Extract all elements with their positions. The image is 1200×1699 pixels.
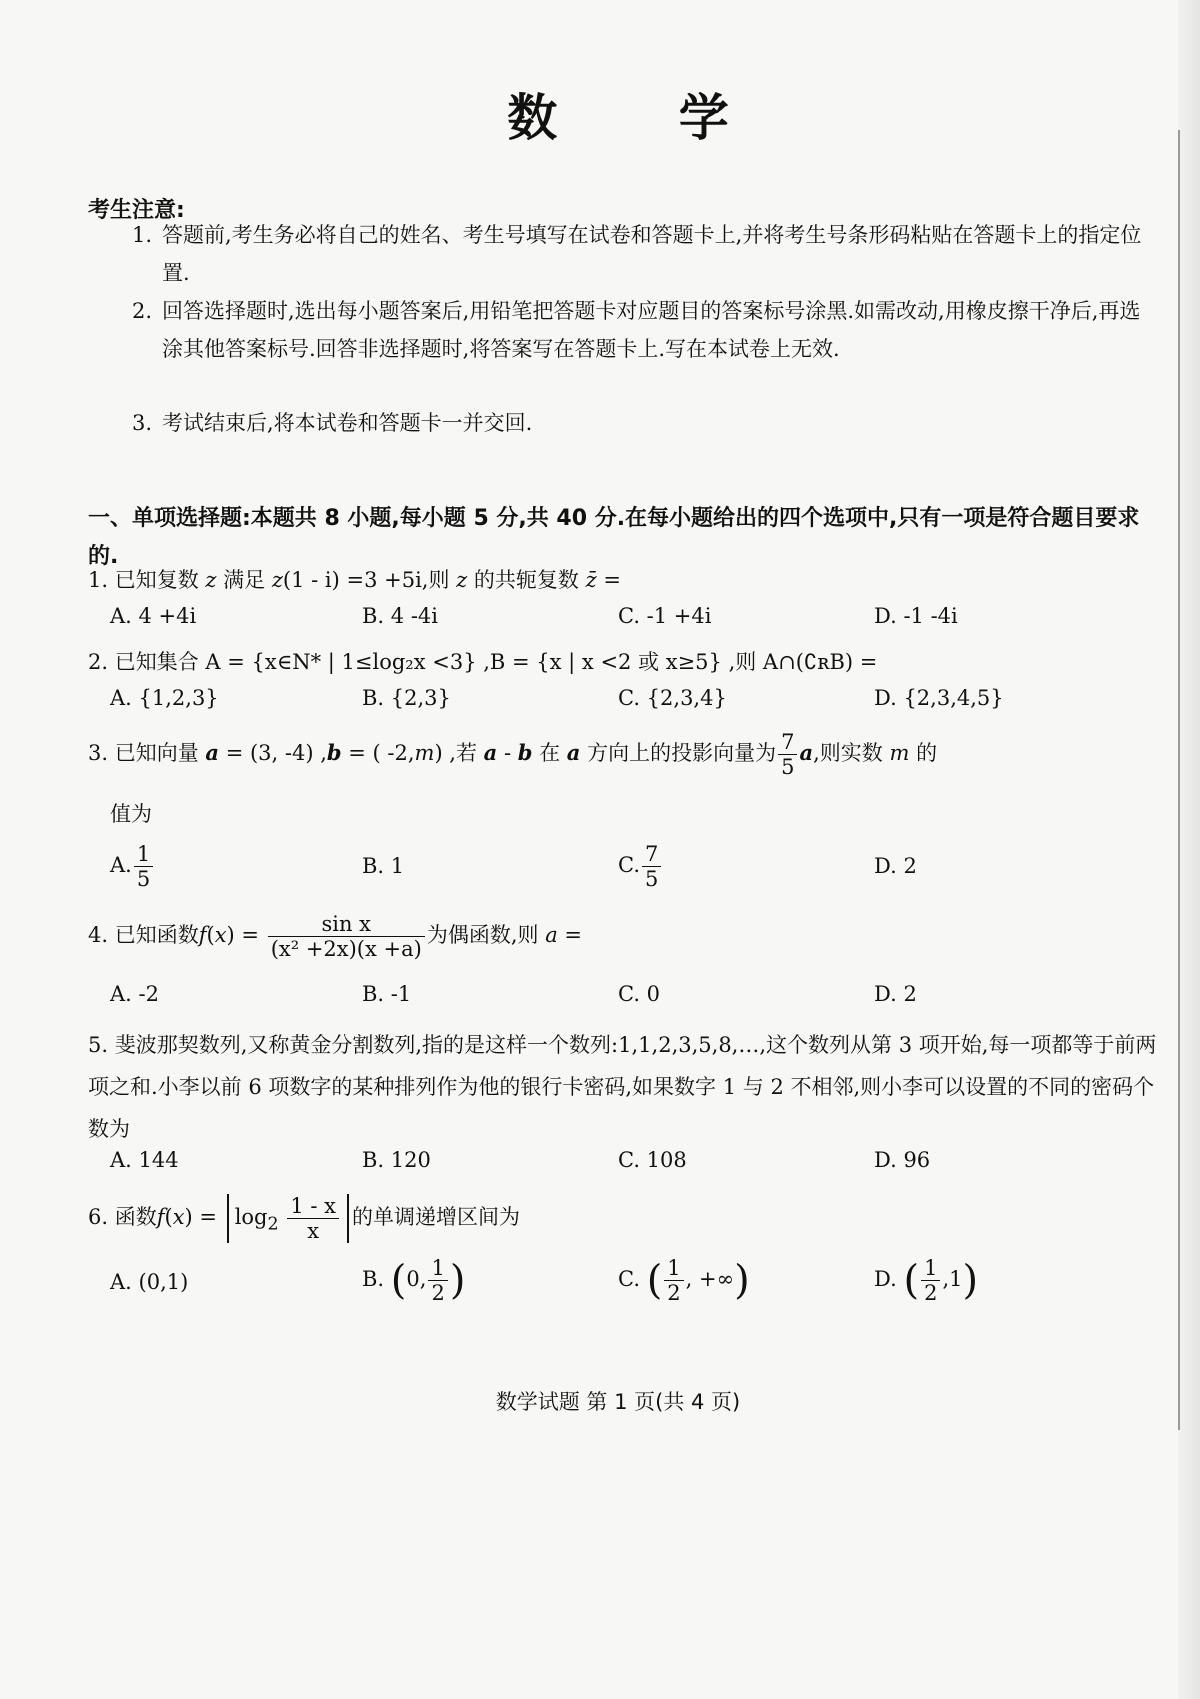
q6-opt-c-label: C. [618, 1267, 640, 1292]
q3-option-d: D. 2 [874, 854, 917, 878]
q3-stem-d: ) ,若 [434, 741, 477, 766]
notice-text: 回答选择题时,选出每小题答案后,用铅笔把答题卡对应题目的答案标号涂黑.如需改动,用橡皮擦干净后,再选涂其他答案标号.回答非选择题时,将答案写在答题卡上.写在本试卷上无效. [162, 299, 1141, 361]
q1-stem-c: (1 - i) =3 +5i,则 [282, 568, 450, 592]
q3-opt-c-den: 5 [645, 867, 659, 892]
notice-text: 答题前,考生务必将自己的姓名、考生号填写在试卷和答题卡上,并将考生号条形码粘贴在答题卡上的指定位置. [162, 223, 1142, 285]
q3-stem-e: 在 [539, 741, 561, 766]
q6-frac-den: x [307, 1219, 320, 1244]
page-footer: 数学试题 第 1 页(共 4 页) [495, 1390, 741, 1414]
q3-stem-g: ,则实数 [813, 741, 883, 766]
q1-option-d: D. -1 -4i [874, 604, 958, 628]
exam-page [88, 0, 1157, 1699]
q5-option-c: C. 108 [618, 1148, 687, 1172]
notice-item-3 [132, 404, 1152, 442]
q6-option-d: D. ( $\frac{1}{2}$ ,1) [874, 1256, 979, 1306]
q6-log-base: 2 [267, 1214, 279, 1235]
q4-option-c: C. 0 [618, 982, 661, 1006]
q3-option-c [618, 842, 663, 891]
q4-options [110, 982, 1150, 1022]
q4-stem-c: = [557, 923, 583, 948]
scan-edge [1178, 0, 1200, 1699]
q1-stem-e: = [596, 568, 621, 592]
q6-opt-d-den: 2 [924, 1281, 938, 1306]
q6-opt-c-inf: , +∞ [685, 1267, 735, 1292]
q2-option-d: D. {2,3,4,5} [874, 686, 1004, 710]
q6-frac-num: 1 - x [287, 1194, 339, 1219]
q6-opt-d-num: 1 [921, 1256, 940, 1281]
q3-option-a [110, 842, 155, 891]
q6-opt-d-label: D. [874, 1267, 897, 1292]
q5-option-a: A. 144 [110, 1148, 179, 1172]
q5-option-b: B. 120 [362, 1148, 431, 1172]
section-heading: 一、单项选择题:本题共 8 小题,每小题 5 分,共 40 分.在每小题给出的四个选项中,只有一项是符合题目要求的. [88, 506, 1140, 569]
question-1: 1. 已知复数 z 满足 z(1 - i) =3 +5i,则 z 的共轭复数 z̄ = [88, 568, 621, 592]
q6-opt-c-den: 2 [667, 1281, 681, 1306]
q1-stem-d: 的共轭复数 [473, 568, 579, 592]
q4-frac-num: sin x [268, 912, 425, 937]
notice-item-2 [132, 292, 1152, 368]
q4-option-a: A. -2 [110, 982, 159, 1006]
q3-stem-a: 3. 已知向量 [88, 741, 199, 766]
q6-options [110, 1256, 1150, 1320]
q1-option-a: A. 4 +4i [110, 604, 197, 628]
question-3: 3. 已知向量 a = (3, -4) ,b = ( -2,m) ,若 a - b 在 a 方向上的投影向量为 $\frac{7}{5}$ a,则实数 m 的 [88, 730, 938, 780]
q3-option-b: B. 1 [362, 854, 405, 878]
q2-option-b: B. {2,3} [362, 686, 451, 710]
question-4: 4. 已知函数f(x) = $\frac{\text{sin x}}{\text{(x² +2x)(x +a)}}$ 为偶函数,则 a = [88, 912, 583, 962]
q4-fraction [268, 912, 425, 961]
q4-option-b: B. -1 [362, 982, 412, 1006]
q6-opt-b-zero: 0, [406, 1267, 427, 1292]
q1-option-b: B. 4 -4i [362, 604, 438, 628]
q6-stem-a: 6. 函数 [88, 1205, 157, 1230]
q3-opt-a-den: 5 [136, 867, 151, 892]
q6-option-b: B. (0, $\frac{1}{2}$ ) [362, 1256, 466, 1306]
q4-option-d: D. 2 [874, 982, 917, 1006]
notice-heading: 考生注意: [88, 198, 185, 223]
q3-fraction [778, 730, 797, 779]
question-6: 6. 函数$f(x) = \log_2$ $\frac{1 - x}{x}$ 的单调递增区间为 [88, 1194, 520, 1244]
q6-opt-b-label: B. [362, 1267, 385, 1292]
q5-option-d: D. 96 [874, 1148, 931, 1172]
q1-options [110, 604, 1150, 644]
q3-opt-c-label: C. [618, 853, 640, 878]
notice-text: 考试结束后,将本试卷和答题卡一并交回. [162, 411, 533, 435]
q1-stem-b: 满足 [223, 568, 266, 592]
q3-frac-num: 7 [778, 730, 797, 755]
page-title: 数 学 [507, 89, 781, 147]
q6-opt-c-num: 1 [664, 1256, 683, 1281]
q6-opt-b-den: 2 [431, 1281, 445, 1306]
q3-opt-a-label: A. [110, 853, 132, 878]
q1-stem-a: 1. 已知复数 [88, 568, 199, 592]
q3-stem-f: 方向上的投影向量为 [587, 741, 777, 766]
scan-artifact-line [1178, 130, 1180, 1430]
q2-option-a: A. {1,2,3} [110, 686, 219, 710]
q6-opt-d-one: ,1 [942, 1267, 963, 1292]
q3-opt-a-num: 1 [134, 842, 153, 867]
q3-opt-c-num: 7 [642, 842, 661, 867]
q6-opt-b-num: 1 [428, 1256, 447, 1281]
q4-stem-b: 为偶函数,则 [426, 923, 539, 948]
q5-options [110, 1148, 1150, 1188]
notice-item-1 [132, 216, 1152, 292]
q6-stem-b: 的单调递增区间为 [351, 1205, 520, 1230]
q3-stem-c: = ( -2, [341, 741, 415, 766]
q3-stem-b: = (3, -4) , [219, 741, 327, 766]
q6-option-c: C. ( $\frac{1}{2}$ , +∞) [618, 1256, 750, 1306]
question-5: 5. 斐波那契数列,又称黄金分割数列,指的是这样一个数列:1,1,2,3,5,8,…,这个数列从第 3 项开始,每一项都等于前两项之和.小李以前 6 项数字的某种排列作为他的银行卡密码,如果数字 1 与 2 不相邻,则小李可以设置的不同的密码个数为 [88, 1033, 1157, 1141]
q2-option-c: C. {2,3,4} [618, 686, 727, 710]
q6-option-a: A. (0,1) [110, 1270, 189, 1294]
q2-options [110, 686, 1150, 726]
q1-option-c: C. -1 +4i [618, 604, 712, 628]
q3-stem-line2: 值为 [110, 802, 152, 826]
question-2: 2. 已知集合 A = {x∈N* | 1≤log₂x <3} ,B = {x | x <2 或 x≥5} ,则 A∩(∁ʀB) = [88, 650, 878, 674]
q6-log: log [234, 1205, 268, 1230]
q3-frac-den: 5 [781, 755, 795, 780]
q4-frac-den: (x² +2x)(x +a) [270, 937, 422, 962]
q3-stem-h: 的 [916, 741, 938, 766]
notice-num: 2. [132, 299, 153, 323]
q6-absolute-value [227, 1194, 349, 1243]
q3-options [110, 842, 1150, 898]
q4-stem-a: 4. 已知函数 [88, 923, 199, 948]
notice-num: 3. [132, 411, 153, 435]
notice-num: 1. [132, 223, 153, 247]
